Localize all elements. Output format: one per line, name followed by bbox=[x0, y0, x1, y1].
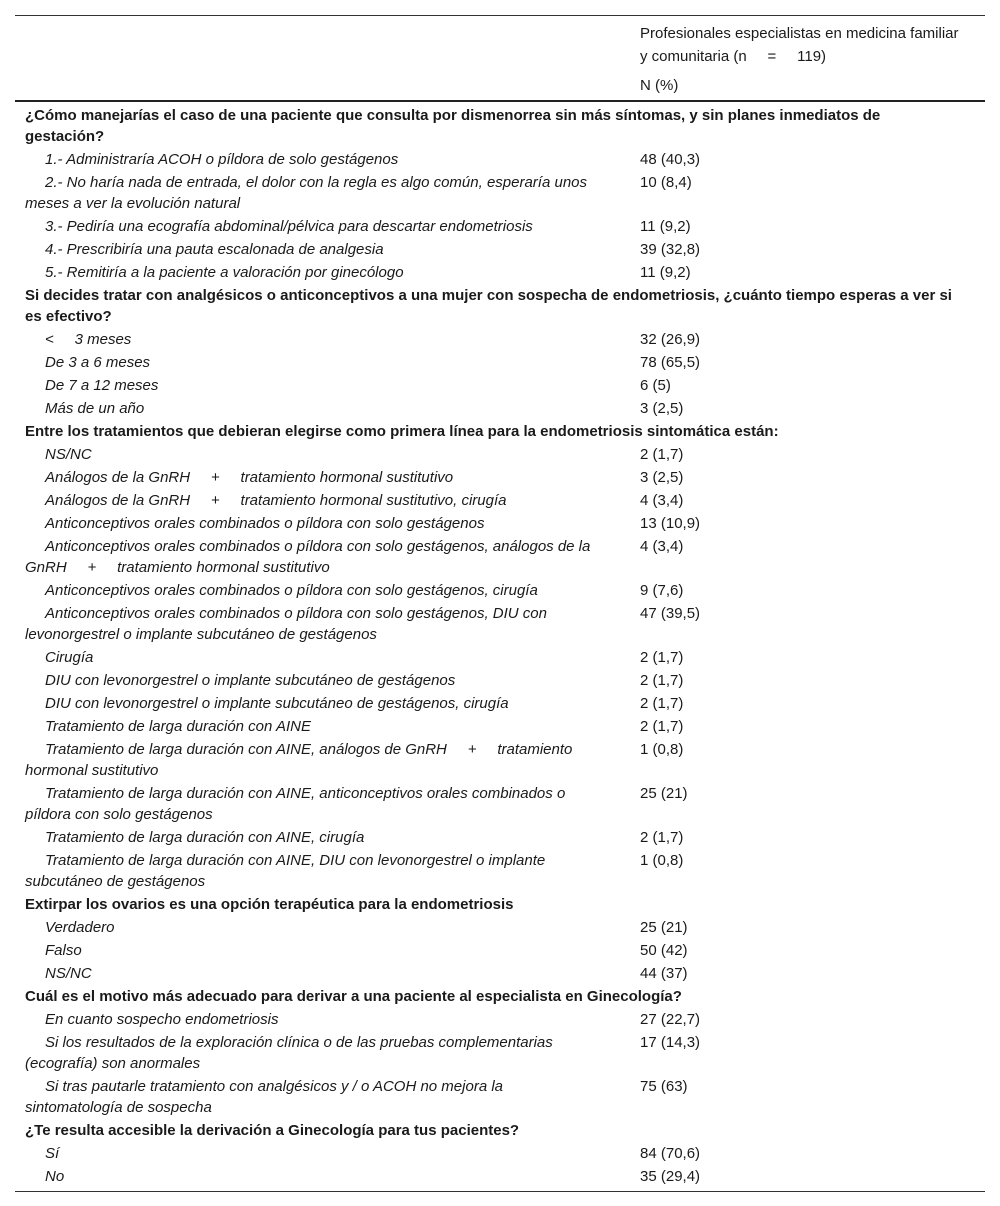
section-title: Si decides tratar con analgésicos o anticonceptivos a una mujer con sospecha de endometriosis, ¿cuánto tiempo esperas a ver si es efectivo? bbox=[25, 287, 952, 325]
column-title: Profesionales especialistas en medicina familiar y comunitaria (n = 119) bbox=[640, 25, 959, 65]
row-value: 2 (1,7) bbox=[640, 718, 684, 735]
row-value: 48 (40,3) bbox=[640, 151, 701, 168]
table-row bbox=[15, 738, 985, 782]
row-value: 2 (1,7) bbox=[640, 446, 684, 463]
table-row bbox=[15, 782, 985, 826]
row-value: 10 (8,4) bbox=[640, 174, 692, 191]
row-label: Anticonceptivos orales combinados o píldora con solo gestágenos, cirugía bbox=[45, 582, 538, 599]
table-row bbox=[15, 939, 985, 962]
section-title: Extirpar los ovarios es una opción terapéutica para la endometriosis bbox=[25, 896, 514, 913]
table-header bbox=[15, 16, 985, 100]
table-row bbox=[15, 443, 985, 466]
row-label: < 3 meses bbox=[45, 331, 132, 348]
row-label: Análogos de la GnRH + tratamiento hormonal sustitutivo, cirugía bbox=[45, 492, 507, 509]
table-row bbox=[15, 579, 985, 602]
row-label: 4.- Prescribiría una pauta escalonada de analgesia bbox=[45, 241, 384, 258]
row-label: 1.- Administraría ACOH o píldora de solo gestágenos bbox=[45, 151, 399, 168]
table-row bbox=[15, 849, 985, 893]
table-row bbox=[15, 1142, 985, 1165]
table-row bbox=[15, 535, 985, 579]
row-label: 3.- Pediría una ecografía abdominal/pélvica para descartar endometriosis bbox=[45, 218, 533, 235]
table-row bbox=[15, 171, 985, 215]
row-label: 2.- No haría nada de entrada, el dolor con la regla es algo común, esperaría unos meses a ver la evolución natural bbox=[25, 174, 588, 212]
row-value: 35 (29,4) bbox=[640, 1168, 701, 1185]
column-unit: N (%) bbox=[640, 77, 679, 94]
table-row bbox=[15, 238, 985, 261]
row-label: Tratamiento de larga duración con AINE, DIU con levonorgestrel o implante subcutáneo de gestágenos bbox=[25, 852, 546, 890]
row-value: 1 (0,8) bbox=[640, 852, 684, 869]
row-value: 44 (37) bbox=[640, 965, 688, 982]
row-value: 78 (65,5) bbox=[640, 354, 701, 371]
row-label: De 3 a 6 meses bbox=[45, 354, 151, 371]
row-label: Anticonceptivos orales combinados o píldora con solo gestágenos bbox=[45, 515, 485, 532]
row-value: 9 (7,6) bbox=[640, 582, 684, 599]
row-label: 5.- Remitiría a la paciente a valoración por ginecólogo bbox=[45, 264, 404, 281]
row-value: 75 (63) bbox=[640, 1078, 688, 1095]
row-value: 27 (22,7) bbox=[640, 1011, 701, 1028]
row-value: 4 (3,4) bbox=[640, 492, 684, 509]
table-bottom-rule bbox=[15, 1191, 985, 1192]
row-value: 25 (21) bbox=[640, 785, 688, 802]
table-row bbox=[15, 374, 985, 397]
row-label: Análogos de la GnRH + tratamiento hormonal sustitutivo bbox=[45, 469, 454, 486]
row-value: 32 (26,9) bbox=[640, 331, 701, 348]
row-label: DIU con levonorgestrel o implante subcutáneo de gestágenos bbox=[45, 672, 456, 689]
row-value: 2 (1,7) bbox=[640, 695, 684, 712]
row-value: 39 (32,8) bbox=[640, 241, 701, 258]
row-value: 17 (14,3) bbox=[640, 1034, 701, 1051]
table-row bbox=[15, 1031, 985, 1075]
row-label: No bbox=[45, 1168, 65, 1185]
table-row bbox=[15, 328, 985, 351]
section-title: ¿Cómo manejarías el caso de una paciente que consulta por dismenorrea sin más síntomas, y sin planes inmediatos de gestación? bbox=[25, 107, 881, 145]
table-row bbox=[15, 512, 985, 535]
row-label: Tratamiento de larga duración con AINE, cirugía bbox=[45, 829, 365, 846]
row-label: En cuanto sospecho endometriosis bbox=[45, 1011, 279, 1028]
row-label: Anticonceptivos orales combinados o píldora con solo gestágenos, DIU con levonorgestrel o implante subcutáneo de gestágenos bbox=[25, 605, 547, 643]
section-title: Entre los tratamientos que debieran elegirse como primera línea para la endometriosis sintomática están: bbox=[25, 423, 779, 440]
row-value: 2 (1,7) bbox=[640, 672, 684, 689]
row-value: 13 (10,9) bbox=[640, 515, 701, 532]
row-label: DIU con levonorgestrel o implante subcutáneo de gestágenos, cirugía bbox=[45, 695, 509, 712]
row-label: NS/NC bbox=[45, 446, 92, 463]
row-label: Anticonceptivos orales combinados o píldora con solo gestágenos, análogos de la GnRH + tratamiento hormonal sustitutivo bbox=[25, 538, 591, 576]
row-value: 50 (42) bbox=[640, 942, 688, 959]
table-row bbox=[15, 351, 985, 374]
table-row bbox=[15, 489, 985, 512]
table-row bbox=[15, 397, 985, 420]
table-row bbox=[15, 692, 985, 715]
table-row bbox=[15, 466, 985, 489]
row-value: 1 (0,8) bbox=[640, 741, 684, 758]
row-value: 4 (3,4) bbox=[640, 538, 684, 555]
row-value: 11 (9,2) bbox=[640, 218, 691, 235]
row-label: Tratamiento de larga duración con AINE, análogos de GnRH + tratamiento hormonal sustitutivo bbox=[25, 741, 573, 779]
table-row bbox=[15, 669, 985, 692]
row-label: Tratamiento de larga duración con AINE, anticonceptivos orales combinados o píldora con solo gestágenos bbox=[25, 785, 566, 823]
table-body bbox=[15, 102, 985, 1191]
table-row bbox=[15, 261, 985, 284]
row-label: Cirugía bbox=[45, 649, 94, 666]
row-label: De 7 a 12 meses bbox=[45, 377, 159, 394]
section-title: Cuál es el motivo más adecuado para derivar a una paciente al especialista en Ginecología? bbox=[25, 988, 682, 1005]
row-label: Falso bbox=[45, 942, 82, 959]
row-value: 2 (1,7) bbox=[640, 829, 684, 846]
row-value: 3 (2,5) bbox=[640, 400, 684, 417]
row-value: 6 (5) bbox=[640, 377, 671, 394]
row-value: 11 (9,2) bbox=[640, 264, 691, 281]
table-row bbox=[15, 826, 985, 849]
row-label: Más de un año bbox=[45, 400, 145, 417]
row-value: 3 (2,5) bbox=[640, 469, 684, 486]
row-value: 47 (39,5) bbox=[640, 605, 701, 622]
row-label: Tratamiento de larga duración con AINE bbox=[45, 718, 311, 735]
row-value: 25 (21) bbox=[640, 919, 688, 936]
table-row bbox=[15, 1165, 985, 1188]
table-row bbox=[15, 715, 985, 738]
row-label: Si los resultados de la exploración clínica o de las pruebas complementarias (ecografía) son anormales bbox=[25, 1034, 553, 1072]
row-value: 84 (70,6) bbox=[640, 1145, 701, 1162]
table-row bbox=[15, 148, 985, 171]
survey-table bbox=[15, 15, 985, 1192]
table-row bbox=[15, 1008, 985, 1031]
table-row bbox=[15, 962, 985, 985]
section-title: ¿Te resulta accesible la derivación a Ginecología para tus pacientes? bbox=[25, 1122, 520, 1139]
table-row bbox=[15, 1075, 985, 1119]
table-row bbox=[15, 916, 985, 939]
row-label: Si tras pautarle tratamiento con analgésicos y / o ACOH no mejora la sintomatología de sospecha bbox=[25, 1078, 503, 1116]
row-label: Sí bbox=[45, 1145, 60, 1162]
row-label: NS/NC bbox=[45, 965, 92, 982]
row-label: Verdadero bbox=[45, 919, 115, 936]
table-row bbox=[15, 215, 985, 238]
row-value: 2 (1,7) bbox=[640, 649, 684, 666]
table-row bbox=[15, 602, 985, 646]
table-row bbox=[15, 646, 985, 669]
